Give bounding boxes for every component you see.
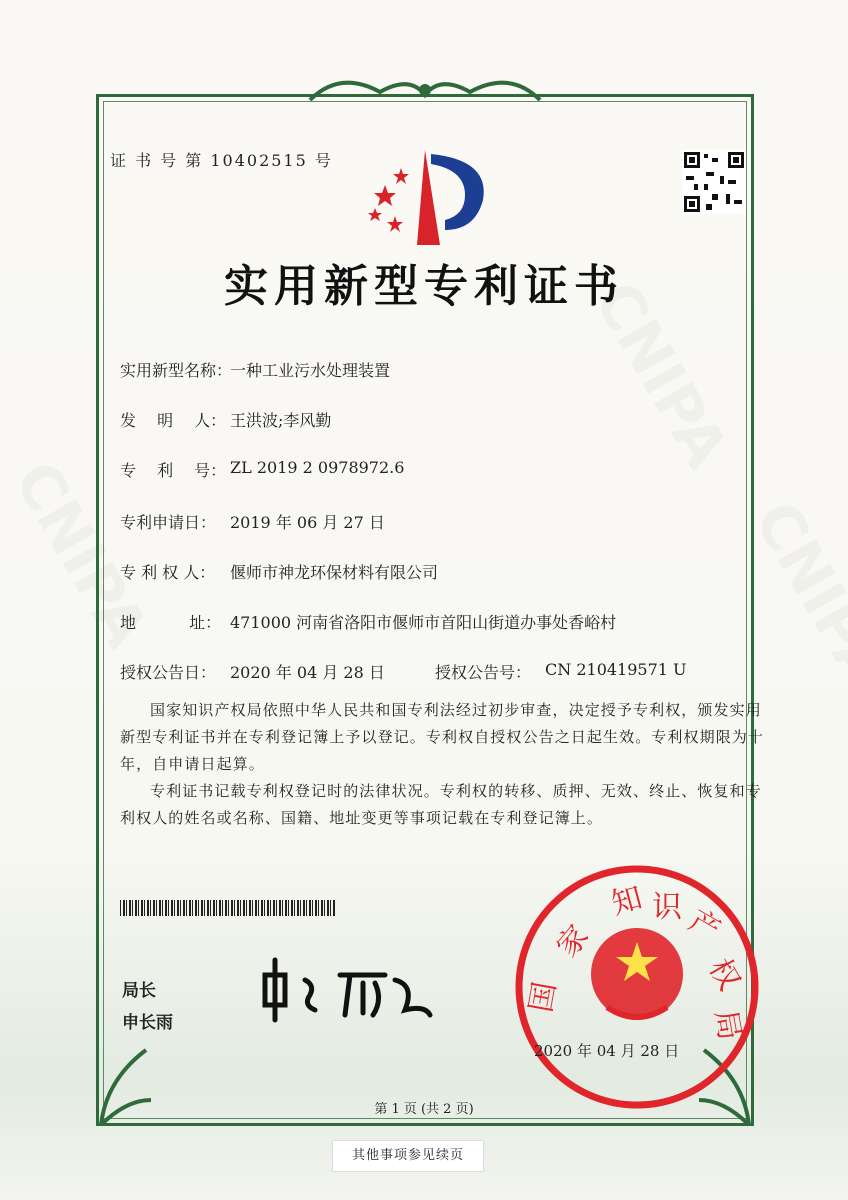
page-indicator: 第 1 页 (共 2 页)	[374, 1102, 474, 1117]
svg-text:国: 国	[523, 979, 564, 1015]
certificate-number: 证 书 号 第 10402515 号	[110, 151, 333, 170]
field-label: 授权公告日：	[120, 663, 217, 682]
paragraph-legal-status: 专利证书记载专利权登记时的法律状况。专利权的转移、质押、无效、终止、恢复和专利权人的姓名或名称、国籍、地址变更等事项记载在专利登记簿上。	[120, 782, 762, 827]
field-address	[120, 610, 616, 633]
field-value: 471000 河南省洛阳市偃师市首阳山街道办事处香峪村	[230, 613, 617, 632]
svg-text:权: 权	[701, 952, 747, 997]
field-inventor	[120, 408, 331, 431]
paragraph-grant: 国家知识产权局依照中华人民共和国专利法经过初步审查，决定授予专利权，颁发实用新型专利证书并在专利登记簿上予以登记。专利权自授权公告之日起生效。专利权期限为十年，自申请日起算。	[120, 701, 765, 773]
field-value: 2020 年 04 月 28 日	[230, 663, 385, 682]
field-patentee	[120, 560, 438, 583]
signature	[255, 955, 435, 1025]
certificate-title: 实用新型专利证书	[224, 261, 624, 312]
svg-text:产: 产	[682, 903, 727, 949]
field-value: 一种工业污水处理装置	[230, 361, 391, 380]
director-name: 申长雨	[122, 1013, 173, 1033]
seal-date: 2020 年 04 月 28 日	[534, 1042, 680, 1060]
barcode	[120, 900, 336, 916]
field-value: 王洪波;李风勤	[230, 411, 332, 430]
field-value: 偃师市神龙环保材料有限公司	[230, 563, 439, 582]
top-ornament	[300, 70, 550, 110]
field-label: 专利申请日：	[120, 513, 217, 532]
field-name	[120, 358, 390, 381]
field-label: 专 利 号：	[120, 461, 227, 480]
director-title: 局长	[122, 981, 156, 1001]
field-value: 2019 年 06 月 27 日	[230, 513, 385, 532]
field-label: 地 址：	[120, 613, 222, 632]
field-label: 发 明 人：	[120, 411, 227, 430]
official-seal	[512, 862, 762, 1112]
qr-code	[682, 150, 746, 214]
field-value: CN 210419571 U	[545, 660, 687, 679]
watermark	[740, 490, 848, 699]
field-label: 授权公告号：	[435, 663, 532, 682]
field-value: ZL 2019 2 0978972.6	[230, 458, 405, 477]
field-label: 实用新型名称：	[120, 361, 233, 380]
field-application-date	[120, 510, 385, 533]
svg-text:知: 知	[607, 880, 646, 922]
svg-text:识: 识	[652, 890, 682, 925]
footer-note: 其他事项参见续页	[332, 1140, 484, 1172]
field-label: 专 利 权 人：	[120, 563, 216, 582]
field-grant-date	[120, 660, 385, 683]
field-announcement-number	[435, 660, 687, 683]
field-patent-number	[120, 458, 404, 481]
cnipa-logo	[365, 150, 490, 245]
svg-text:局: 局	[707, 1007, 748, 1043]
svg-text:家: 家	[549, 918, 597, 965]
